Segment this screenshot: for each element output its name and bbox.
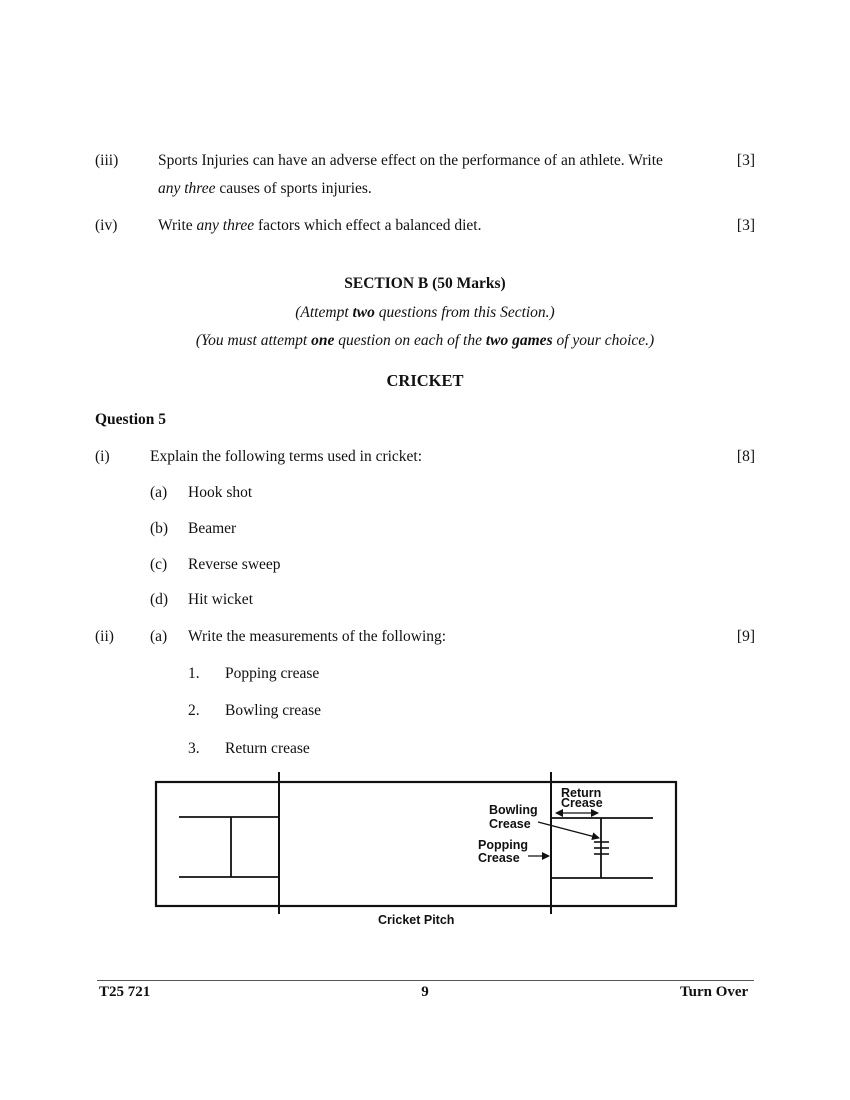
- instruction-1-bold: two: [352, 304, 375, 321]
- question-label: Question 5: [95, 411, 167, 428]
- part-ii-text: Write the measurements of the following:: [188, 628, 447, 645]
- bowling-crease-label: Crease: [489, 817, 531, 831]
- instruction-2-bold-two-games: two games: [485, 332, 553, 349]
- footer-page-number: 9: [421, 984, 429, 1000]
- part-i-item-text: Hook shot: [188, 484, 253, 501]
- instruction-2-mid: question on each of the: [334, 332, 486, 349]
- part-i-item-label: (d): [150, 591, 169, 608]
- question-iii-text-line2: [158, 180, 372, 198]
- popping-crease-label: Crease: [478, 851, 520, 865]
- return-crease-label: Return: [561, 786, 602, 800]
- section-instruction-2: [0, 332, 850, 350]
- question-iii-text-rest: causes of sports injuries.: [215, 180, 372, 197]
- popping-crease-label: Popping: [478, 838, 528, 852]
- question-iii-marks: [3]: [736, 152, 755, 169]
- part-i-item-text: Beamer: [188, 520, 237, 537]
- question-iii-emphasis: any three: [158, 180, 216, 197]
- bowling-crease-label: Bowling: [489, 803, 538, 817]
- instruction-2-bold-one: one: [311, 332, 335, 349]
- question-iv-emphasis: any three: [196, 217, 255, 234]
- footer-turn-over: Turn Over: [680, 984, 749, 1000]
- question-iv-text: [158, 217, 481, 235]
- part-i-item-label: (b): [150, 520, 169, 537]
- part-ii-item-text: Bowling crease: [225, 702, 321, 719]
- part-ii-item-label: 1.: [188, 665, 200, 682]
- part-ii-item-text: Return crease: [225, 740, 310, 757]
- question-iii-text-line1: Sports Injuries can have an adverse effect on the performance of an athlete. Write: [158, 152, 663, 169]
- part-ii-item-label: 3.: [188, 740, 200, 757]
- question-iii-number: (iii): [95, 152, 119, 169]
- part-ii-sub-label: (a): [150, 628, 168, 645]
- section-title: SECTION B (50 Marks): [344, 275, 506, 292]
- question-iv-number: (iv): [95, 217, 118, 234]
- footer-divider: [97, 980, 754, 981]
- question-iv-marks: [3]: [736, 217, 755, 234]
- part-i-text: Explain the following terms used in cricket:: [150, 448, 423, 465]
- instruction-2-pre: (You must attempt: [195, 332, 312, 349]
- bowling-crease-arrow: [538, 822, 599, 838]
- part-ii-number: (ii): [95, 628, 114, 645]
- part-ii-item-text: Popping crease: [225, 665, 320, 682]
- question-iv-text-post: factors which effect a balanced diet.: [254, 217, 482, 234]
- part-i-number: (i): [95, 448, 110, 465]
- game-title: CRICKET: [386, 371, 464, 390]
- diagram-caption: Cricket Pitch: [378, 913, 455, 927]
- instruction-2-post: of your choice.): [552, 332, 655, 349]
- pitch-outline: [156, 782, 676, 906]
- return-crease-label: Crease: [561, 796, 603, 810]
- part-ii-item-label: 2.: [188, 702, 200, 719]
- question-iv-text-pre: Write: [158, 217, 197, 234]
- part-i-item-text: Hit wicket: [188, 591, 253, 608]
- part-i-item-label: (a): [150, 484, 168, 501]
- instruction-1-post: questions from this Section.): [374, 304, 555, 321]
- part-ii-marks: [9]: [736, 628, 755, 645]
- part-i-marks: [8]: [736, 448, 755, 465]
- footer-paper-code: T25 721: [99, 984, 151, 1000]
- instruction-1-pre: (Attempt: [295, 304, 353, 321]
- part-i-item-label: (c): [150, 556, 168, 573]
- part-i-item-text: Reverse sweep: [188, 556, 281, 573]
- section-instruction-1: [0, 304, 850, 322]
